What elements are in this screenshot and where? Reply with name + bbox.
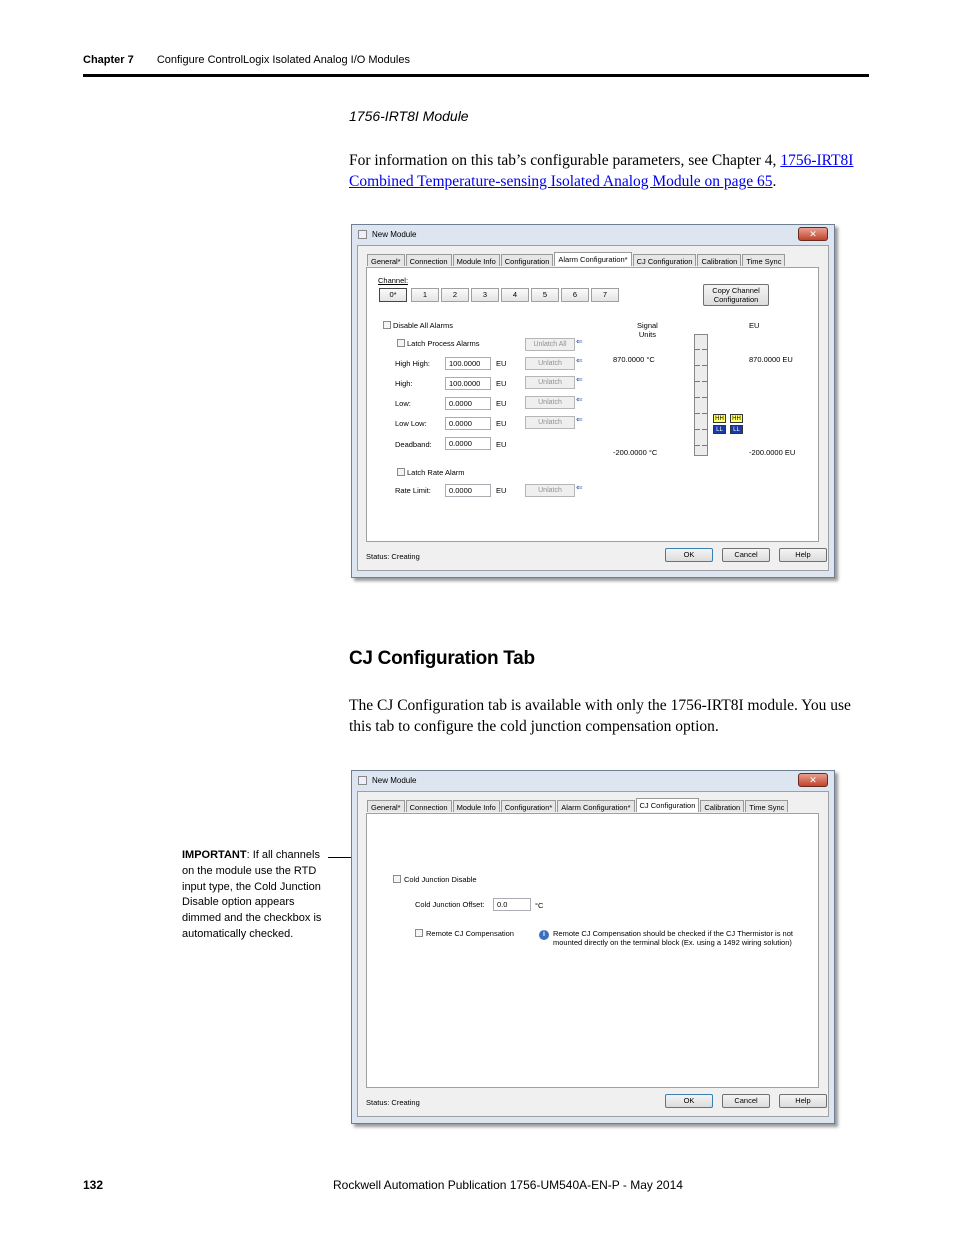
dialog-titlebar <box>352 771 834 791</box>
alarm-scale-gauge <box>694 334 708 456</box>
dialog-title: New Module <box>372 230 417 239</box>
eu-high-value: 870.0000 EU <box>749 355 793 364</box>
rate-limit-input[interactable]: 0.0000 <box>445 484 491 497</box>
tab-connection[interactable]: Connection <box>406 254 452 266</box>
cj-offset-unit: °C <box>535 901 544 910</box>
low-low-unlatch-button[interactable]: Unlatch <box>525 416 575 429</box>
tab-cj-configuration[interactable]: CJ Configuration <box>633 254 697 266</box>
high-unit: EU <box>496 379 507 388</box>
deadband-input[interactable]: 0.0000 <box>445 437 491 450</box>
disable-all-alarms-label: Disable All Alarms <box>393 321 454 330</box>
low-label: Low: <box>395 399 411 408</box>
hh-marker[interactable]: HH <box>730 414 743 423</box>
channel-5-button[interactable]: 5 <box>531 288 559 302</box>
status-text: Status: Creating <box>366 1098 420 1107</box>
dialog-titlebar <box>352 225 834 245</box>
close-icon[interactable]: ✕ <box>798 227 828 241</box>
latch-rate-checkbox[interactable] <box>397 468 405 476</box>
tab-alarm-configuration[interactable]: Alarm Configuration* <box>554 252 631 266</box>
intro-paragraph <box>349 150 869 192</box>
section-title: CJ Configuration Tab <box>349 648 535 669</box>
channel-2-button[interactable]: 2 <box>441 288 469 302</box>
channel-6-button[interactable]: 6 <box>561 288 589 302</box>
ll-marker[interactable]: LL <box>713 425 726 434</box>
dialog-title: New Module <box>372 776 417 785</box>
info-line2: mounted directly on the terminal block (Ex. using a 1492 wiring solution) <box>553 938 792 947</box>
low-unit: EU <box>496 399 507 408</box>
disable-all-alarms-checkbox[interactable] <box>383 321 391 329</box>
channel-3-button[interactable]: 3 <box>471 288 499 302</box>
latch-rate-label: Latch Rate Alarm <box>407 468 465 477</box>
channel-4-button[interactable]: 4 <box>501 288 529 302</box>
low-low-unit: EU <box>496 419 507 428</box>
tab-strip <box>367 800 789 812</box>
remote-cj-label: Remote CJ Compensation <box>426 929 514 938</box>
low-unlatch-button[interactable]: Unlatch <box>525 396 575 409</box>
info-icon: i <box>539 930 549 940</box>
arrow-icon: ⇐ <box>576 356 583 365</box>
chapter-title: Configure ControlLogix Isolated Analog I/O Modules <box>156 54 410 66</box>
cj-disable-checkbox[interactable] <box>393 875 401 883</box>
help-button[interactable]: Help <box>779 548 827 562</box>
tab-general[interactable]: General* <box>367 254 405 266</box>
tab-time-sync[interactable]: Time Sync <box>742 254 785 266</box>
low-input[interactable]: 0.0000 <box>445 397 491 410</box>
rate-limit-unit: EU <box>496 486 507 495</box>
deadband-label: Deadband: <box>395 440 432 449</box>
publication-info: Rockwell Automation Publication 1756-UM540A-EN-P - May 2014 <box>333 1178 683 1192</box>
rate-limit-label: Rate Limit: <box>395 486 431 495</box>
tab-general[interactable]: General* <box>367 800 405 812</box>
unlatch-all-button[interactable]: Unlatch All <box>525 338 575 351</box>
section-paragraph: The CJ Configuration tab is available with only the 1756-IRT8I module. You use this tab to configure the cold junction compensation option. <box>349 697 851 735</box>
deadband-unit: EU <box>496 440 507 449</box>
close-icon[interactable]: ✕ <box>798 773 828 787</box>
high-input[interactable]: 100.0000 <box>445 377 491 390</box>
low-low-input[interactable]: 0.0000 <box>445 417 491 430</box>
info-line1: Remote CJ Compensation should be checked if the CJ Thermistor is not <box>553 929 793 938</box>
copy-channel-line2: Configuration <box>713 295 759 304</box>
channel-label: Channel: <box>378 276 409 285</box>
latch-process-checkbox[interactable] <box>397 339 405 347</box>
arrow-icon: ⇐ <box>576 395 583 404</box>
copy-channel-button[interactable] <box>703 284 769 306</box>
cancel-button[interactable]: Cancel <box>722 1094 770 1108</box>
ok-button[interactable]: OK <box>665 548 713 562</box>
arrow-icon: ⇐ <box>576 375 583 384</box>
high-label: High: <box>395 379 413 388</box>
cancel-button[interactable]: Cancel <box>722 548 770 562</box>
intro-prefix: For information on this tab’s configurable parameters, see Chapter 4, <box>349 152 781 169</box>
dialog-body <box>357 791 829 1117</box>
arrow-icon: ⇐ <box>576 337 583 346</box>
cj-disable-label: Cold Junction Disable <box>404 875 477 884</box>
latch-process-label: Latch Process Alarms <box>407 339 480 348</box>
eu-label: EU <box>749 321 760 330</box>
high-high-unlatch-button[interactable]: Unlatch <box>525 357 575 370</box>
units-label: Units <box>638 330 656 339</box>
tab-calibration[interactable]: Calibration <box>700 800 744 812</box>
alarm-panel <box>366 267 819 542</box>
ok-button[interactable]: OK <box>665 1094 713 1108</box>
cj-offset-input[interactable]: 0.0 <box>493 898 531 911</box>
header-rule <box>83 74 869 77</box>
alarm-config-dialog <box>351 224 835 578</box>
channel-0-button[interactable]: 0* <box>379 288 407 302</box>
rate-limit-unlatch-button[interactable]: Unlatch <box>525 484 575 497</box>
arrow-icon: ⇐ <box>576 415 583 424</box>
important-text: : If all channels on the module use the RTD input type, the Cold Junction Disable option appears dimmed and the checkbox is automatically checked. <box>182 849 322 940</box>
tab-module-info[interactable]: Module Info <box>453 800 500 812</box>
help-button[interactable]: Help <box>779 1094 827 1108</box>
arrow-icon: ⇐ <box>576 483 583 492</box>
status-text: Status: Creating <box>366 552 420 561</box>
chapter-label: Chapter 7 <box>83 54 134 66</box>
remote-cj-checkbox[interactable] <box>415 929 423 937</box>
signal-units-label <box>637 321 658 339</box>
copy-channel-line1: Copy Channel <box>712 286 760 295</box>
tab-configuration[interactable]: Configuration <box>501 254 554 266</box>
high-unlatch-button[interactable]: Unlatch <box>525 376 575 389</box>
signal-label: Signal <box>637 321 658 330</box>
high-high-input[interactable]: 100.0000 <box>445 357 491 370</box>
cj-offset-label: Cold Junction Offset: <box>415 900 485 909</box>
cj-config-dialog <box>351 770 835 1124</box>
dialog-body <box>357 245 829 571</box>
figure-caption: 1756-IRT8I Module <box>349 108 469 124</box>
ll-marker[interactable]: LL <box>730 425 743 434</box>
tab-module-info[interactable]: Module Info <box>453 254 500 266</box>
high-high-unit: EU <box>496 359 507 368</box>
tab-time-sync[interactable]: Time Sync <box>745 800 788 812</box>
tab-alarm-configuration[interactable]: Alarm Configuration* <box>557 800 634 812</box>
important-note <box>182 848 324 943</box>
window-icon <box>358 776 367 785</box>
channel-7-button[interactable]: 7 <box>591 288 619 302</box>
channel-1-button[interactable]: 1 <box>411 288 439 302</box>
low-low-label: Low Low: <box>395 419 427 428</box>
intro-suffix: . <box>772 173 777 190</box>
tab-strip <box>367 254 786 266</box>
signal-low-value: -200.0000 °C <box>613 448 658 457</box>
hh-marker[interactable]: HH <box>713 414 726 423</box>
important-label: IMPORTANT <box>182 849 247 861</box>
tab-cj-configuration[interactable]: CJ Configuration <box>636 798 700 812</box>
chapter-link[interactable]: 1756-IRT8I Combined Temperature-sensing Isolated Analog Module on page 65 <box>349 152 854 190</box>
eu-low-value: -200.0000 EU <box>749 448 796 457</box>
tab-connection[interactable]: Connection <box>406 800 452 812</box>
high-high-label: High High: <box>395 359 431 368</box>
page-header <box>83 54 410 66</box>
signal-high-value: 870.0000 °C <box>613 355 655 364</box>
window-icon <box>358 230 367 239</box>
remote-cj-info <box>553 929 793 947</box>
tab-calibration[interactable]: Calibration <box>697 254 741 266</box>
cj-panel <box>366 813 819 1088</box>
page-number: 132 <box>83 1178 104 1192</box>
tab-configuration[interactable]: Configuration* <box>501 800 557 812</box>
